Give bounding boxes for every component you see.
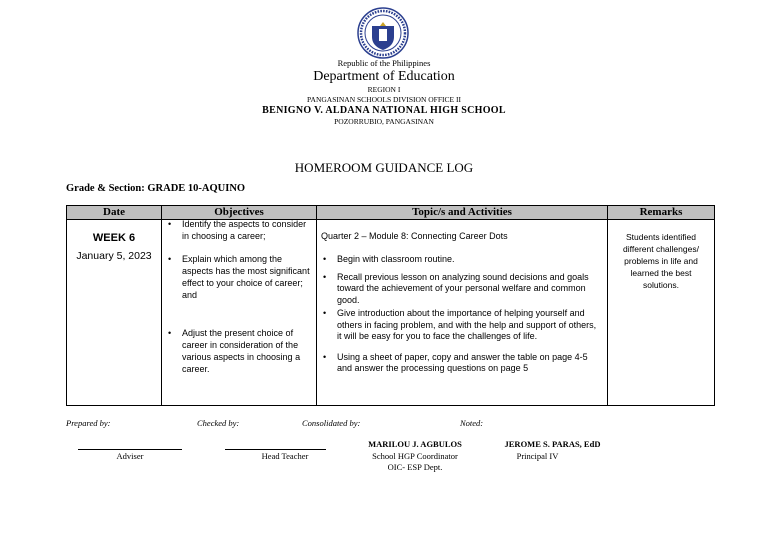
header-department: Department of Education [313, 69, 455, 84]
grade-section: Grade & Section: GRADE 10-AQUINO [66, 183, 246, 194]
activity-item: • Using a sheet of paper, copy and answer the table on page 4-5 and answer the processing questions on page 5 [337, 352, 601, 375]
header-location: POZORRUBIO, PANGASINAN [334, 117, 434, 126]
prepared-by-label: Prepared by: [66, 418, 111, 428]
coordinator-dept: OIC- ESP Dept. [387, 462, 443, 472]
header-remarks: Remarks [608, 206, 715, 220]
objective-item: • Explain which among the aspects has the most significant effect to your choice of career; and [182, 253, 312, 301]
coordinator-title: School HGP Coordinator [372, 451, 458, 461]
header-republic: Republic of the Philippines [337, 58, 431, 68]
consolidated-by-label: Consolidated by: [302, 418, 361, 428]
header-date: Date [67, 206, 162, 220]
activity-item: • Give introduction about the importance of helping yourself and others in facing problem, and with the help and support of others, it will be easy for you to face the challenges of life. [337, 308, 601, 343]
header-school: BENIGNO V. ALDANA NATIONAL HIGH SCHOOL [262, 105, 506, 116]
activity-item: • Begin with classroom routine. [337, 254, 601, 266]
topic-heading: Quarter 2 – Module 8: Connecting Career Dots [321, 231, 508, 241]
guidance-log-table [66, 205, 715, 406]
objective-item: • Adjust the present choice of career in consideration of the various aspects in choosing a career. [182, 327, 312, 375]
adviser-title: Adviser [116, 451, 144, 461]
date-label: January 5, 2023 [76, 250, 152, 262]
week-label: WEEK 6 [92, 232, 136, 244]
page-title: HOMEROOM GUIDANCE LOG [294, 160, 474, 175]
header-objectives: Objectives [162, 206, 317, 220]
remarks-text: Students identified different challenges/ problems in life and learned the best solutions. [623, 232, 699, 290]
header-region: REGION I [367, 85, 401, 94]
deped-seal-logo [357, 7, 409, 59]
head-teacher-title: Head Teacher [261, 451, 309, 461]
activities-list [317, 254, 607, 375]
head-teacher-signature-line [225, 449, 326, 450]
table-row [67, 220, 715, 406]
coordinator-name: MARILOU J. AGBULOS [368, 439, 462, 449]
principal-title: Principal IV [516, 451, 559, 461]
objectives-cell [162, 220, 317, 406]
topics-cell [317, 220, 608, 406]
noted-label: Noted: [460, 418, 484, 428]
adviser-signature-line [78, 449, 182, 450]
principal-name: JEROME S. PARAS, EdD [504, 439, 601, 449]
activity-item: • Recall previous lesson on analyzing sound decisions and goals toward the achievement of your personal welfare and common good. [337, 272, 601, 307]
header-topics: Topic/s and Activities [317, 206, 608, 220]
objective-item: • Identify the aspects to consider in choosing a career; [182, 218, 312, 242]
date-cell [67, 220, 162, 406]
header-division: PANGASINAN SCHOOLS DIVISION OFFICE II [307, 95, 461, 104]
remarks-cell [608, 220, 715, 406]
checked-by-label: Checked by: [197, 418, 240, 428]
objectives-list [162, 218, 316, 375]
